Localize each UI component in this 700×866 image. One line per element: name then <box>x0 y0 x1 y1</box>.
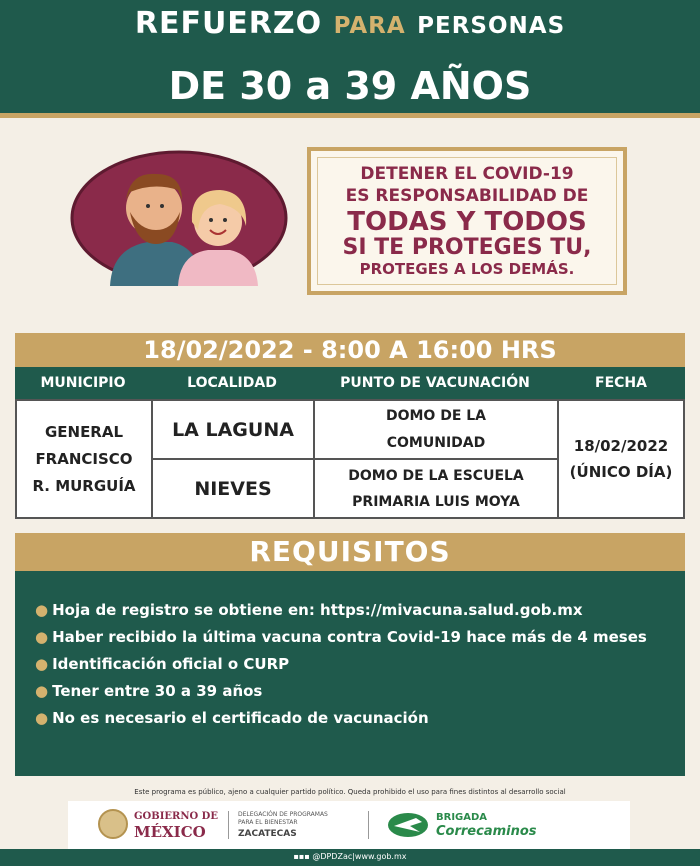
title-line-2: DE 30 a 39 AÑOS <box>168 64 532 108</box>
delegacion-line-1: DELEGACIÓN DE PROGRAMAS <box>238 811 328 818</box>
cell-localidad-2: NIEVES <box>194 477 272 500</box>
disclaimer-text: Este programa es público, ajeno a cualquier partido político. Queda prohibido el uso para fines distintos al desarrollo social <box>134 788 566 796</box>
footer-separator <box>228 811 229 839</box>
bottom-bar <box>0 849 700 866</box>
brigada-label-2: Correcaminos <box>436 824 537 839</box>
brigada-label-1: BRIGADA <box>436 812 488 823</box>
footer-separator <box>368 811 369 839</box>
delegacion-line-2: PARA EL BIENESTAR <box>238 819 298 826</box>
gob-label-2: MÉXICO <box>134 823 206 841</box>
header-banner <box>0 0 700 118</box>
bullet-icon: ● <box>35 682 49 700</box>
bullet-icon: ● <box>35 709 49 727</box>
table-body <box>15 399 685 519</box>
schedule-band: 18/02/2022 - 8:00 A 16:00 HRS <box>15 333 685 367</box>
message-line-3: TODAS Y TODOS <box>347 207 587 237</box>
roadrunner-logo-icon <box>386 810 430 840</box>
family-illustration <box>70 150 288 286</box>
bullet-icon: ● <box>35 628 49 646</box>
title-line-1: REFUERZO PARA PERSONAS <box>134 6 566 41</box>
cell-punto-1: DOMO DE LA COMUNIDAD <box>385 407 487 451</box>
th-fecha: FECHA <box>595 375 647 391</box>
bullet-icon: ● <box>35 601 49 619</box>
th-municipio: MUNICIPIO <box>40 375 126 391</box>
message-line-4: SI TE PROTEGES TU, <box>342 235 592 260</box>
message-line-5: PROTEGES A LOS DEMÁS. <box>359 260 575 278</box>
cell-municipio: GENERAL FRANCISCO R. MURGUÍA <box>32 422 136 495</box>
list-item: ● Hoja de registro se obtiene en: https://mivacuna.salud.gob.mx <box>35 601 583 619</box>
cell-fecha: 18/02/2022 (ÚNICO DÍA) <box>569 437 673 481</box>
footer-logos <box>68 801 630 849</box>
th-localidad: LOCALIDAD <box>187 375 277 391</box>
bullet-icon: ● <box>35 655 49 673</box>
message-line-2: ES RESPONSABILIDAD DE <box>345 186 589 206</box>
requisitos-title: REQUISITOS <box>15 533 685 571</box>
delegacion-line-3: ZACATECAS <box>238 829 297 839</box>
eagle-seal-icon <box>98 809 128 839</box>
header-gold-line <box>0 113 700 118</box>
list-item: ● No es necesario el certificado de vacunación <box>35 709 429 727</box>
message-line-1: DETENER EL COVID-19 <box>360 164 574 184</box>
social-icons: ▪▪▪ <box>293 852 313 861</box>
list-item: ● Tener entre 30 a 39 años <box>35 682 263 700</box>
social-handle: ▪▪▪ @DPDZac|www.gob.mx <box>293 852 407 861</box>
cell-localidad-1: LA LAGUNA <box>172 418 294 441</box>
th-punto: PUNTO DE VACUNACIÓN <box>340 375 530 391</box>
gob-label-1: GOBIERNO DE <box>134 811 218 822</box>
cell-punto-2: DOMO DE LA ESCUELA PRIMARIA LUIS MOYA <box>348 467 524 510</box>
list-item: ● Identificación oficial o CURP <box>35 655 290 673</box>
requisitos-list <box>15 571 685 776</box>
message-box <box>307 147 627 295</box>
list-item: ● Haber recibido la última vacuna contra Covid-19 hace más de 4 meses <box>35 628 647 646</box>
table-header <box>15 367 685 399</box>
